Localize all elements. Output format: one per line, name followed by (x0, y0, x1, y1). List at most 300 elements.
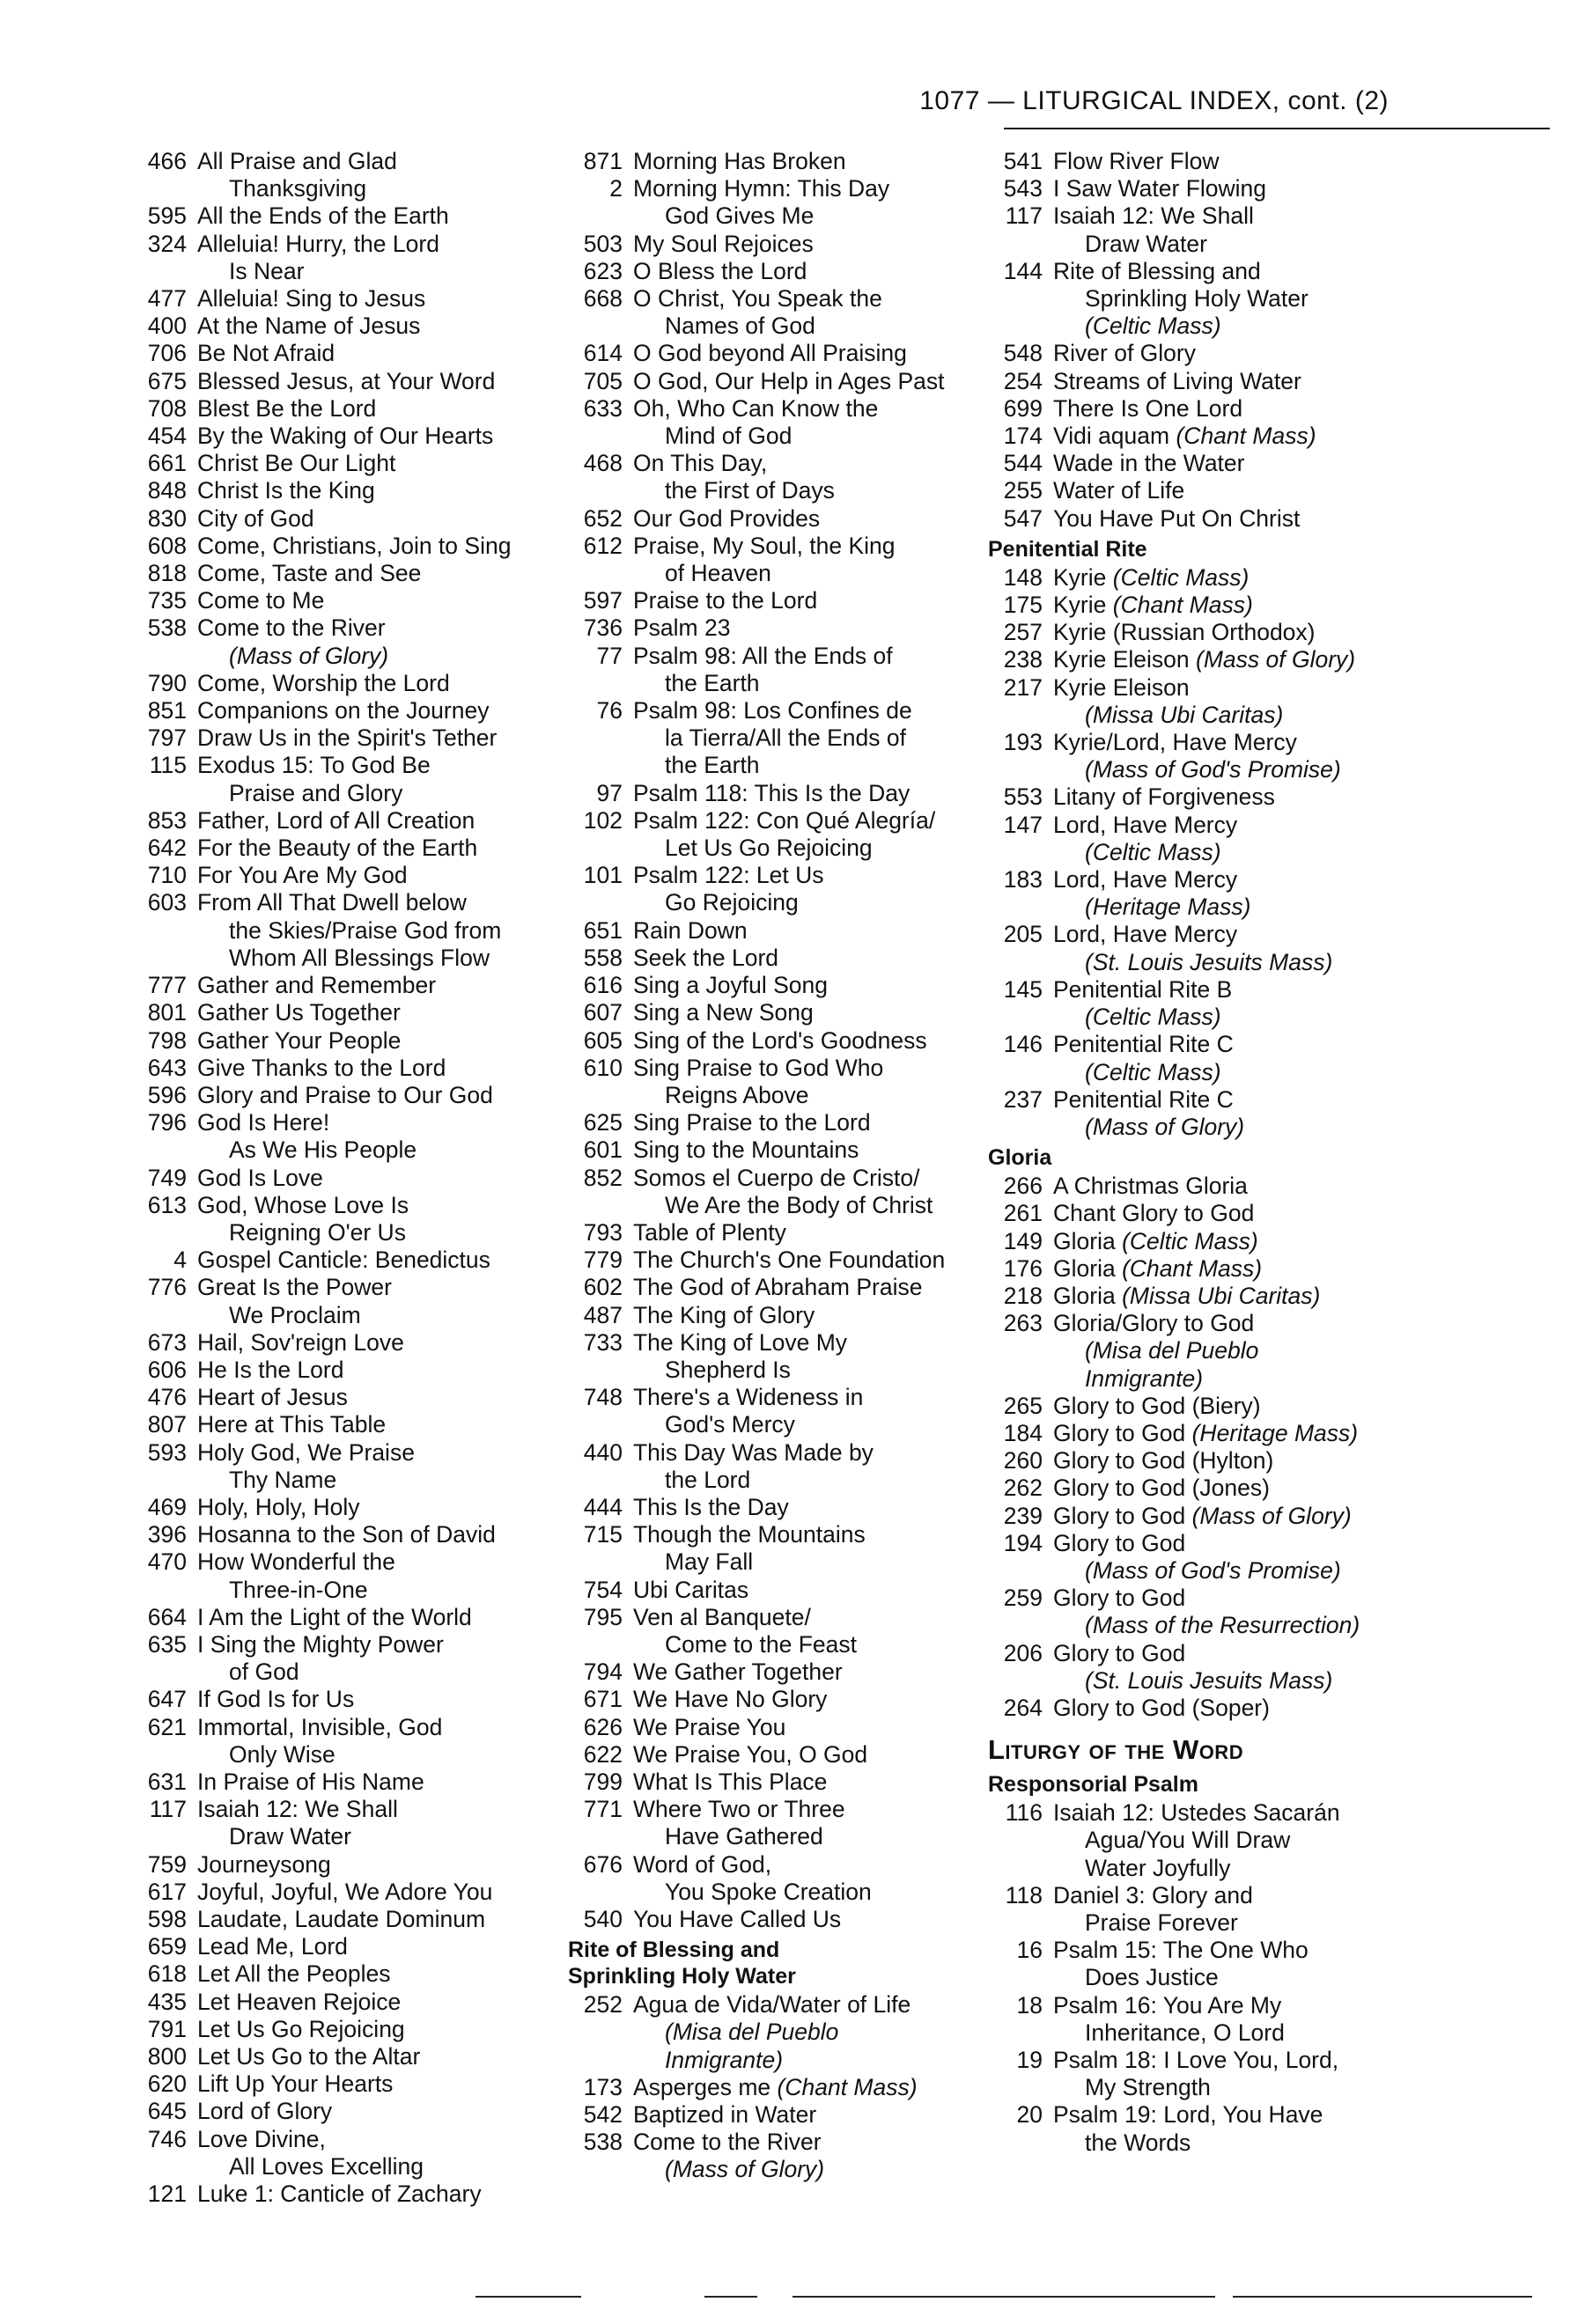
hymn-title (633, 1439, 973, 1494)
title-line: Kyrie (Russian Orthodox) (1053, 619, 1316, 646)
hymn-title (633, 1604, 973, 1658)
title-continuation: Come to the Feast (665, 1630, 857, 1658)
hymn-title (1053, 1992, 1428, 2047)
hymn-title (197, 477, 564, 504)
index-entry (568, 175, 973, 230)
index-entry (568, 1577, 973, 1604)
header-dash: — (987, 86, 1023, 115)
title-continuation: Reigning O'er Us (229, 1218, 406, 1246)
index-entry (568, 1741, 973, 1769)
hymn-number: 115 (149, 752, 187, 779)
hymn-title (633, 231, 973, 258)
hymn-title (1053, 921, 1428, 975)
hymn-title (633, 2129, 973, 2183)
title-line: Holy, Holy, Holy (197, 1493, 360, 1520)
title-line: Rain Down (633, 916, 748, 944)
mass-setting-note: (Missa Ubi Caritas) (1085, 701, 1284, 728)
hymn-title (1053, 1173, 1428, 1200)
hymn-number: 97 (596, 779, 623, 806)
heading-line: Sprinkling Holy Water (568, 1964, 796, 1989)
hymn-number: 676 (583, 1850, 623, 1878)
index-entry (988, 592, 1428, 619)
title-line: He Is the Lord (197, 1356, 344, 1383)
hymn-title (197, 1686, 564, 1713)
hymn-title (633, 1384, 973, 1438)
section-heading (988, 536, 1428, 563)
hymn-title (197, 1357, 564, 1384)
title-line: A Christmas Gloria (1053, 1173, 1248, 1200)
index-entry (132, 340, 564, 367)
index-entry (568, 1027, 973, 1055)
hymn-title (197, 2070, 564, 2098)
hymn-title (633, 2074, 973, 2101)
title-line: Kyrie/Lord, Have Mercy (1053, 729, 1297, 756)
title-line: I Sing the Mighty Power (197, 1630, 444, 1658)
index-entry (988, 1310, 1428, 1393)
title-line: Come, Christians, Join to Sing (197, 532, 512, 559)
title-line: My Soul Rejoices (633, 230, 814, 257)
hymn-title (197, 835, 564, 862)
hymn-number: 625 (583, 1109, 623, 1136)
hymn-title (633, 862, 973, 916)
title-continuation: Thanksgiving (229, 175, 367, 202)
hymn-title (1053, 1283, 1428, 1310)
index-entry (132, 1384, 564, 1411)
title-line: Let All the Peoples (197, 1960, 391, 1988)
footer-rule (792, 2296, 1215, 2298)
hymn-number: 777 (147, 972, 187, 999)
hymn-number: 547 (1003, 504, 1043, 532)
hymn-number: 454 (147, 423, 187, 450)
hymn-number: 174 (1003, 423, 1043, 450)
index-entry (132, 1989, 564, 2016)
title-continuation: You Spoke Creation (665, 1878, 872, 1905)
title-continuation: May Fall (665, 1548, 754, 1576)
title-line: Sing of the Lord's Goodness (633, 1026, 927, 1054)
hymn-title (1053, 1640, 1428, 1695)
hymn-number: 715 (583, 1521, 623, 1548)
title-line: Glory to God (1053, 1419, 1186, 1446)
title-line: Joyful, Joyful, We Adore You (197, 1878, 493, 1905)
hymn-title (197, 697, 564, 724)
hymn-number: 540 (583, 1906, 623, 1932)
hymn-number: 801 (147, 999, 187, 1026)
hymn-title (633, 395, 973, 450)
index-entry (568, 148, 973, 175)
hymn-number: 598 (147, 1906, 187, 1932)
index-entry (568, 1136, 973, 1164)
hymn-title (633, 1165, 973, 1219)
title-continuation: Let Us Go Rejoicing (665, 835, 873, 862)
title-line: We Have No Glory (633, 1686, 828, 1713)
hymn-number: 544 (1003, 450, 1043, 477)
title-line: I Saw Water Flowing (1053, 175, 1267, 202)
index-entry (568, 1906, 973, 1933)
index-entry (132, 889, 564, 972)
hymn-title (197, 1082, 564, 1109)
title-continuation: Does Justice (1085, 1964, 1219, 1991)
index-entry (568, 1055, 973, 1109)
title-line: Flow River Flow (1053, 148, 1220, 174)
hymn-number: 173 (583, 2073, 623, 2100)
index-entry (568, 395, 973, 450)
title-line: Gather Your People (197, 1026, 402, 1054)
title-line: Penitential Rite C (1053, 1031, 1234, 1058)
index-entry (568, 1796, 973, 1850)
hymn-number: 652 (583, 504, 623, 532)
hymn-title (197, 2098, 564, 2125)
title-line: I Am the Light of the World (197, 1603, 472, 1630)
hymn-title (633, 1769, 973, 1796)
hymn-title (633, 1796, 973, 1850)
index-entry (568, 533, 973, 587)
index-entry (988, 1200, 1428, 1227)
hymn-title (633, 1329, 973, 1384)
hymn-title (1053, 674, 1428, 729)
index-entry (988, 1503, 1428, 1530)
hymn-number: 871 (583, 148, 623, 174)
hymn-title (1053, 812, 1428, 866)
hymn-number: 771 (583, 1796, 623, 1823)
title-line: O Bless the Lord (633, 257, 807, 284)
title-line: Love Divine, (197, 2125, 326, 2152)
hymn-number: 642 (147, 835, 187, 862)
hymn-title (633, 450, 973, 504)
hymn-title (633, 1521, 973, 1576)
index-entry (988, 812, 1428, 866)
hymn-number: 116 (1005, 1799, 1043, 1827)
hymn-title (197, 614, 564, 669)
title-line: Word of God, (633, 1850, 772, 1878)
index-entry (988, 1640, 1428, 1695)
title-line: Sing to the Mountains (633, 1136, 859, 1164)
hymn-number: 217 (1003, 673, 1043, 701)
hymn-title (633, 340, 973, 367)
hymn-title (633, 614, 973, 642)
mass-setting-note: (Chant Mass) (777, 2073, 918, 2100)
title-line: Father, Lord of All Creation (197, 806, 476, 834)
hymn-title (1053, 202, 1428, 257)
index-entry (132, 1109, 564, 1164)
title-continuation: Have Gathered (665, 1823, 823, 1850)
hymn-title (1053, 1228, 1428, 1255)
index-entry (132, 1933, 564, 1960)
title-line: Psalm 122: Let Us (633, 862, 824, 889)
hymn-title (633, 1219, 973, 1247)
hymn-number: 797 (147, 724, 187, 752)
hymn-number: 444 (583, 1493, 623, 1520)
mass-setting-note: (Celtic Mass) (1085, 313, 1221, 340)
index-entry (132, 2098, 564, 2125)
index-entry (132, 1055, 564, 1082)
index-entry (568, 2074, 973, 2101)
title-line: Come, Taste and See (197, 560, 422, 587)
hymn-title (1053, 148, 1428, 175)
index-entry (988, 450, 1428, 477)
index-entry (132, 477, 564, 504)
title-continuation: of God (229, 1658, 299, 1686)
title-line: Psalm 98: All the Ends of (633, 642, 893, 669)
hymn-number: 749 (147, 1164, 187, 1191)
title-line: By the Waking of Our Hearts (197, 423, 494, 450)
hymn-title (197, 1796, 564, 1850)
title-line: Litany of Forgiveness (1053, 783, 1275, 811)
index-entry (988, 2047, 1428, 2101)
hymn-title (1053, 1503, 1428, 1530)
hymn-number: 795 (583, 1603, 623, 1630)
mass-setting-note: (Celtic Mass) (1112, 563, 1250, 591)
hymn-title (633, 1906, 973, 1933)
hymn-number: 102 (583, 806, 623, 834)
index-entry (132, 614, 564, 669)
hymn-title (197, 1411, 564, 1438)
title-line: Lord, Have Mercy (1053, 866, 1238, 894)
major-section-heading (988, 1732, 1428, 1768)
hymn-title (1053, 1882, 1428, 1937)
index-entry (132, 1411, 564, 1438)
title-line: Penitential Rite B (1053, 975, 1233, 1003)
hymn-number: 733 (583, 1328, 623, 1356)
hymn-number: 645 (147, 2098, 187, 2125)
title-line: Psalm 18: I Love You, Lord, (1053, 2047, 1339, 2073)
hymn-title (197, 1247, 564, 1274)
title-line: The King of Love My (633, 1328, 848, 1356)
index-entry (988, 619, 1428, 646)
title-line: Daniel 3: Glory and (1053, 1881, 1253, 1908)
hymn-title (197, 1769, 564, 1796)
hymn-title (633, 1136, 973, 1164)
title-line: Though the Mountains (633, 1521, 866, 1548)
index-entry (132, 1686, 564, 1713)
title-line: Immortal, Invisible, God (197, 1713, 443, 1740)
title-line: Sing a Joyful Song (633, 972, 828, 999)
hymn-number: 118 (1005, 1881, 1043, 1908)
hymn-title (633, 972, 973, 999)
hymn-title (197, 1274, 564, 1328)
index-entry (568, 2129, 973, 2183)
title-line: Vidi aquam (1053, 423, 1170, 450)
hymn-title (197, 1933, 564, 1960)
title-line: For You Are My God (197, 862, 408, 889)
hymn-number: 252 (583, 1991, 623, 2019)
hymn-title (633, 1027, 973, 1055)
index-entry (568, 1109, 973, 1136)
title-line: Great Is the Power (197, 1274, 392, 1301)
hymn-number: 558 (583, 944, 623, 971)
hymn-number: 675 (147, 367, 187, 394)
hymn-title (197, 2043, 564, 2070)
hymn-number: 487 (583, 1301, 623, 1328)
mass-setting-note: (Chant Mass) (1112, 592, 1253, 619)
title-line: Sing a New Song (633, 999, 814, 1026)
title-continuation: Reigns Above (665, 1081, 809, 1108)
title-line: Gospel Canticle: Benedictus (197, 1247, 490, 1274)
hymn-title (197, 1109, 564, 1164)
hymn-number: 607 (583, 999, 623, 1026)
index-entry (988, 1086, 1428, 1141)
hymn-title (633, 148, 973, 175)
index-column-3 (988, 148, 1428, 2157)
hymn-title (1053, 976, 1428, 1031)
hymn-title (1053, 564, 1428, 592)
title-continuation: Names of God (665, 313, 815, 340)
index-entry (132, 1439, 564, 1494)
hymn-number: 184 (1003, 1419, 1043, 1446)
hymn-number: 593 (147, 1438, 187, 1466)
hymn-title (633, 587, 973, 614)
hymn-title (197, 340, 564, 367)
title-line: Christ Be Our Light (197, 450, 396, 477)
title-line: Hail, Sov'reign Love (197, 1328, 404, 1356)
index-entry (132, 1329, 564, 1357)
title-continuation: Praise Forever (1085, 1908, 1238, 1936)
title-line: Ven al Banquete/ (633, 1603, 811, 1630)
title-continuation: the Earth (665, 752, 760, 779)
hymn-title (1053, 423, 1428, 450)
index-column-1 (132, 148, 564, 2208)
hymn-title (633, 1741, 973, 1769)
hymn-number: 800 (147, 2043, 187, 2070)
index-entry (132, 587, 564, 614)
mass-setting-note: Inmigrante) (665, 2046, 784, 2073)
hymn-title (197, 1494, 564, 1521)
index-entry (988, 340, 1428, 367)
title-continuation: Agua/You Will Draw (1085, 1827, 1291, 1854)
hymn-title (197, 1329, 564, 1357)
hymn-title (1053, 1799, 1428, 1882)
hymn-number: 194 (1003, 1529, 1043, 1556)
hymn-number: 145 (1003, 975, 1043, 1003)
page-header (919, 86, 1389, 116)
title-line: Wade in the Water (1053, 450, 1245, 477)
page-number: 1077 (919, 86, 980, 115)
index-entry (568, 999, 973, 1026)
index-entry (132, 1247, 564, 1274)
hymn-number: 146 (1003, 1031, 1043, 1058)
title-continuation: the Skies/Praise God from (229, 916, 502, 944)
hymn-number: 259 (1003, 1585, 1043, 1612)
title-continuation: la Tierra/All the Ends of (665, 724, 906, 752)
hymn-number: 254 (1003, 367, 1043, 394)
hymn-number: 643 (147, 1054, 187, 1081)
hymn-title (197, 2016, 564, 2043)
title-line: Let Us Go Rejoicing (197, 2015, 405, 2042)
hymn-number: 193 (1003, 729, 1043, 756)
title-line: Isaiah 12: Ustedes Sacarán (1053, 1799, 1340, 1827)
index-entry (568, 1165, 973, 1219)
title-line: Penitential Rite C (1053, 1085, 1234, 1113)
mass-setting-note: (Celtic Mass) (1085, 838, 1221, 865)
title-line: Come to the River (633, 2129, 822, 2156)
index-entry (568, 231, 973, 258)
index-entry (988, 674, 1428, 729)
mass-setting-note: (Mass of Glory) (1191, 1502, 1352, 1529)
hymn-title (197, 313, 564, 340)
title-line: Come, Worship the Lord (197, 669, 450, 696)
mass-setting-note: (Heritage Mass) (1191, 1419, 1359, 1446)
hymn-title (197, 560, 564, 587)
hymn-title (197, 724, 564, 752)
hymn-title (1053, 258, 1428, 341)
hymn-title (197, 1439, 564, 1494)
index-entry (132, 1357, 564, 1384)
footer-rule (476, 2296, 581, 2298)
hymn-title (633, 368, 973, 395)
hymn-title (197, 670, 564, 697)
hymn-number: 470 (147, 1548, 187, 1576)
title-line: The Church's One Foundation (633, 1247, 946, 1274)
hymn-title (197, 1631, 564, 1686)
title-line: Psalm 15: The One Who (1053, 1937, 1309, 1964)
hymn-title (633, 1658, 973, 1686)
hymn-title (197, 1604, 564, 1631)
title-line: Morning Hymn: This Day (633, 175, 890, 202)
index-entry (988, 477, 1428, 504)
hymn-title (1053, 1031, 1428, 1085)
title-line: Somos el Cuerpo de Cristo/ (633, 1164, 920, 1191)
section-heading (568, 1937, 973, 1989)
index-entry (132, 313, 564, 340)
hymn-number: 807 (147, 1411, 187, 1438)
title-line: Seek the Lord (633, 944, 779, 971)
hymn-title (633, 643, 973, 697)
title-continuation: the Words (1085, 2129, 1191, 2156)
hymn-number: 175 (1003, 592, 1043, 619)
title-line: At the Name of Jesus (197, 313, 421, 340)
title-line: Be Not Afraid (197, 340, 335, 367)
hymn-title (1053, 866, 1428, 921)
hymn-title (197, 285, 564, 313)
title-line: Glory to God (Biery) (1053, 1392, 1261, 1419)
footer-rule (704, 2296, 757, 2298)
hymn-title (197, 533, 564, 560)
hymn-number: 76 (596, 697, 623, 724)
hymn-number: 798 (147, 1026, 187, 1054)
title-line: Asperges me (633, 2073, 771, 2100)
title-line: Glory to God (Jones) (1053, 1475, 1270, 1502)
hymn-number: 853 (147, 806, 187, 834)
index-entry (568, 258, 973, 285)
index-entry (568, 643, 973, 697)
title-continuation: Thy Name (229, 1466, 337, 1493)
index-entry (568, 368, 973, 395)
index-entry (132, 807, 564, 835)
title-line: Companions on the Journey (197, 697, 490, 724)
index-entry (568, 340, 973, 367)
title-continuation: Only Wise (229, 1740, 335, 1768)
index-entry (988, 1031, 1428, 1085)
index-entry (988, 1173, 1428, 1200)
hymn-number: 659 (147, 1933, 187, 1960)
hymn-number: 759 (147, 1850, 187, 1878)
hymn-number: 647 (147, 1686, 187, 1713)
title-continuation: Go Rejoicing (665, 889, 799, 916)
hymn-number: 440 (583, 1438, 623, 1466)
index-entry (132, 1631, 564, 1686)
hymn-number: 538 (583, 2129, 623, 2156)
header-rule (1004, 128, 1550, 129)
title-line: The King of Glory (633, 1301, 815, 1328)
title-continuation: the First of Days (665, 477, 835, 504)
hymn-number: 262 (1003, 1475, 1043, 1502)
title-line: You Have Called Us (633, 1906, 842, 1932)
index-entry (988, 646, 1428, 673)
hymn-number: 18 (1016, 1991, 1043, 2019)
title-line: God Is Love (197, 1164, 323, 1191)
index-entry (568, 1219, 973, 1247)
index-entry (568, 505, 973, 533)
hymn-number: 255 (1003, 477, 1043, 504)
